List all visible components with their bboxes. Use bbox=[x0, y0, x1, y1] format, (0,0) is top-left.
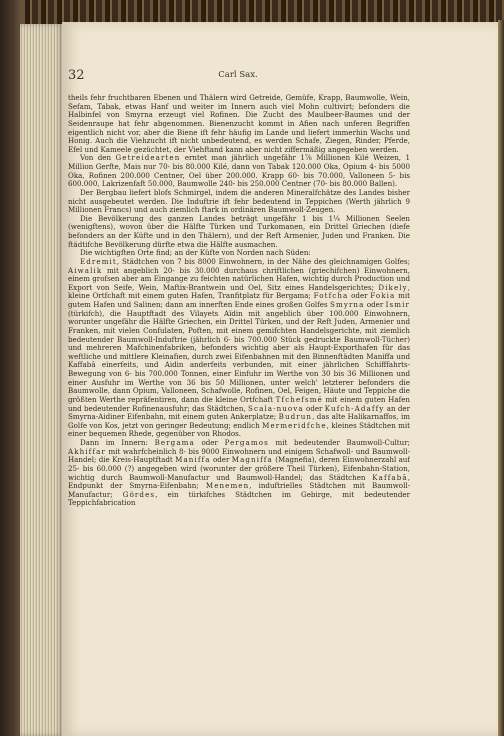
spaced-place-name: Fokia bbox=[370, 291, 396, 301]
book-right-edge bbox=[498, 20, 504, 736]
page-number: 32 bbox=[68, 68, 85, 83]
spaced-place-name: Magniffa bbox=[231, 455, 273, 465]
text-run: Von den bbox=[80, 153, 116, 163]
spaced-place-name: Kaffabâ bbox=[372, 472, 408, 482]
spaced-place-name: Ismir bbox=[385, 300, 410, 309]
text-run: Dann im Innern: bbox=[80, 438, 155, 447]
text-run: oder bbox=[364, 300, 386, 309]
spaced-place-name: Tfchefsmé bbox=[275, 394, 323, 404]
text-run: , ein türkifches Städtchen im Gebirge, mit bedeutender Teppichfabrication bbox=[68, 489, 410, 508]
text-run: mit einem guten Hafen und bedeutender Rofinenausfuhr; das Städtchen, bbox=[68, 394, 410, 413]
running-head: Carl Sax. bbox=[218, 70, 258, 80]
text-run: Die wichtigften Orte find; an der Küfte von Norden nach Süden: bbox=[80, 248, 311, 258]
text-run: oder bbox=[303, 403, 325, 413]
paragraph bbox=[68, 189, 410, 215]
page-header bbox=[68, 68, 408, 84]
text-run: theils fehr fruchtbaren Ebenen und Thälern wird Getreide, Gemüfe, Krapp, Baumwolle, Wein, Sefam, Tabak, etwas Hanf und weiter im Innern auch viel Mohn cultivirt; befonders die Halbinfel von Smyrna erzeugt viel Rofinen. Die Zucht des Maulbeer-Baumes und der Seidenraupe hat fehr abgenommen. Bienenzucht kommt in Afien nach unferen Begriffen eigentlich nicht vor, aber die Biene ift fehr häufig im Lande und liefert immerhin Wachs und Honig. Auch die Viehzucht ift nicht unbedeutend, es werden Schafe, Ziegen, Rinder, Pferde, Efel und Kameele gezüchtet, der Viehftand kann aber nicht ziffermäßig angegeben werden. bbox=[68, 94, 410, 154]
text-run: mit wahrfcheinlich 8- bis 9000 Einwohnern und einigem Schafwoll- und Baumwoll-Handel; die Kreis-Hauptftadt bbox=[68, 446, 410, 465]
spaced-place-name: Scala-nuova bbox=[248, 403, 304, 413]
text-run: (Magnefia), deren Einwohnerzahl auf 25- bis 60.000 (?) angegeben wird (worunter der größere Theil Türken), Eifenbahn-Station, wichtig durch Baumwoll-Manufactur und Baumwoll-Handel; das Städtchen bbox=[68, 455, 410, 482]
book-spine bbox=[0, 0, 22, 736]
paragraph bbox=[68, 258, 410, 439]
spaced-place-name: Gördes bbox=[122, 489, 156, 499]
spaced-place-name: Aiwalik bbox=[68, 265, 103, 275]
spaced-place-name: Edremit bbox=[80, 256, 117, 266]
spaced-place-name: Akhiffar bbox=[68, 446, 106, 456]
body-text bbox=[68, 94, 410, 700]
spaced-place-name: Budrun bbox=[278, 412, 313, 422]
spaced-place-name: Dikely bbox=[378, 282, 408, 292]
text-run: oder bbox=[194, 438, 225, 447]
spaced-place-name: Pergamos bbox=[224, 438, 269, 447]
text-run: Der Bergbau liefert blofs Schmirgel, indem die anderen Mineralfchätze des Landes bisher nicht ausgebeutet werden. Die Induftrie ift fehr bedeutend in Teppichen (Werth jährlich 9 Millionen Francs) und auch ziemlich ftark in ordinären Baumwoll-Zeugen. bbox=[68, 187, 410, 215]
spaced-place-name: Getreidearten bbox=[115, 153, 181, 163]
text-run: erntet man jährlich ungefähr 1⅞ Millionen Kilé Weizen, 1 Million Gerfte, Mais nur 70- bis 80.000 Kilé, dann von Tabak 120.000 Oka, Opium 4- bis 5000 Oka, Rofinen 200.000 Centner, Oel über 200.000. Krapp 60- bis 70.000, Valloneen 5- bis 600.000, Lakrizenfaft 50.000, Baumwolle 240- bis 250.000 Centner (70- bis 80.000 Ballen). bbox=[68, 153, 410, 189]
spaced-place-name: Menemen bbox=[205, 481, 250, 491]
text-run: , Endpunkt der Smyrna-Eifenbahn; bbox=[68, 472, 410, 491]
text-run: , kleines Städtchen mit einer bequemen Rhede, gegenüber von Rhodos. bbox=[68, 420, 410, 439]
text-run: Die Bevölkerung des ganzen Landes beträgt ungefähr 1 bis 1¼ Millionen Seelen (wenigftens), wovon über die Hälfte Türken und Turkomanen, ein Drittel Griechen (diefe befonders an der Küfte und in den Thälern), und der Reft Armenier, Juden und Franken. Die ftädtifche Bevölkerung dürfte etwa die Hälfte ausmachen. bbox=[68, 213, 410, 249]
text-run: (türkifch), die Hauptftadt des Vilayets Aïdin mit angeblich über 100.000 Einwohnern, worunter ungefähr die Hälfte Griechen, ein Drittel Türken, und der Reft Juden, Armenier und Franken, mit vielen Confulaten, Poften, mit einem gemifchten Handelsgerichte, mit ziemlich bedeutender Baumwoll-Induftrie (jährlich 6- bis 700.000 Stück gedruckte Baumwoll-Tücher) und mehreren Mafchinenfabriken, befonders wichtig aber als Haupt-Exporthafen für das weftliche und mittlere Kleinafien, durch zwei Eifenbahnen mit den Binnenftädten Maniffa und Kaffabâ einerfeits, und Aidin anderfeits verbunden, mit einer jährlichen Schifffahrts-Bewegung von 6- bis 700.000 Tonnen, einer Einfuhr im Werthe von 30 bis 36 Millionen und einer Ausfuhr im Werthe von 36 bis 50 Millionen, unter welch' letzterer befonders die Baumwolle, dann Opium, Valloneen, Schafwolle, Rofinen, Oel, Feigen, Häute und Teppiche die größten Werthe repräfentiren, dann die kleine Ortfchaft bbox=[68, 308, 410, 404]
spaced-place-name: Mermeridfche bbox=[262, 420, 327, 430]
paragraph bbox=[68, 94, 410, 154]
page-edges bbox=[20, 24, 64, 736]
text-run: oder bbox=[210, 455, 232, 465]
spaced-place-name: Fotfcha bbox=[313, 291, 349, 301]
text-run: mit gutem Hafen und Salinen; dann am innerften Ende eines großen Golfes bbox=[68, 291, 410, 309]
spaced-place-name: Kufch-Adaffy bbox=[324, 403, 385, 413]
spaced-place-name: Bergama bbox=[154, 438, 195, 447]
text-run: , Städtchen von 7 bis 8000 Einwohnern, in der Nähe des gleichnamigen Golfes; bbox=[116, 256, 410, 266]
spaced-place-name: Maniffa bbox=[175, 455, 211, 465]
text-run: mit angeblich 20- bis 30.000 durchaus chriftlichen (griechifchen) Einwohnern, einem grofsen aber am Eingange zu feichten natürlichen Hafen, wichtig durch Production und Export von Seife, Wein, Maftix-Brantwein und Oel, Sitz eines Handelsgerichtes; bbox=[68, 265, 410, 292]
paragraph bbox=[68, 439, 410, 508]
text-run: oder bbox=[348, 291, 371, 301]
paragraph bbox=[68, 154, 410, 189]
spaced-place-name: Smyrna bbox=[330, 300, 365, 309]
text-run: , induftrielles Städtchen mit Baumwoll-Manufactur; bbox=[68, 481, 410, 499]
text-run: , das alte Halikarnaffos, im Golfe von Kos, jetzt von geringer Bedeutung; endlich bbox=[68, 412, 410, 430]
text-run: mit bedeutender Baumwoll-Cultur; bbox=[268, 438, 410, 447]
paragraph bbox=[68, 215, 410, 250]
text-run: an der Smyrna-Aidiner Eifenbahn, mit einem guten Ankerplatze; bbox=[68, 403, 410, 422]
text-run: , kleine Ortfchaft mit einem guten Hafen, Tranfitplatz für Bergama; bbox=[68, 282, 410, 301]
